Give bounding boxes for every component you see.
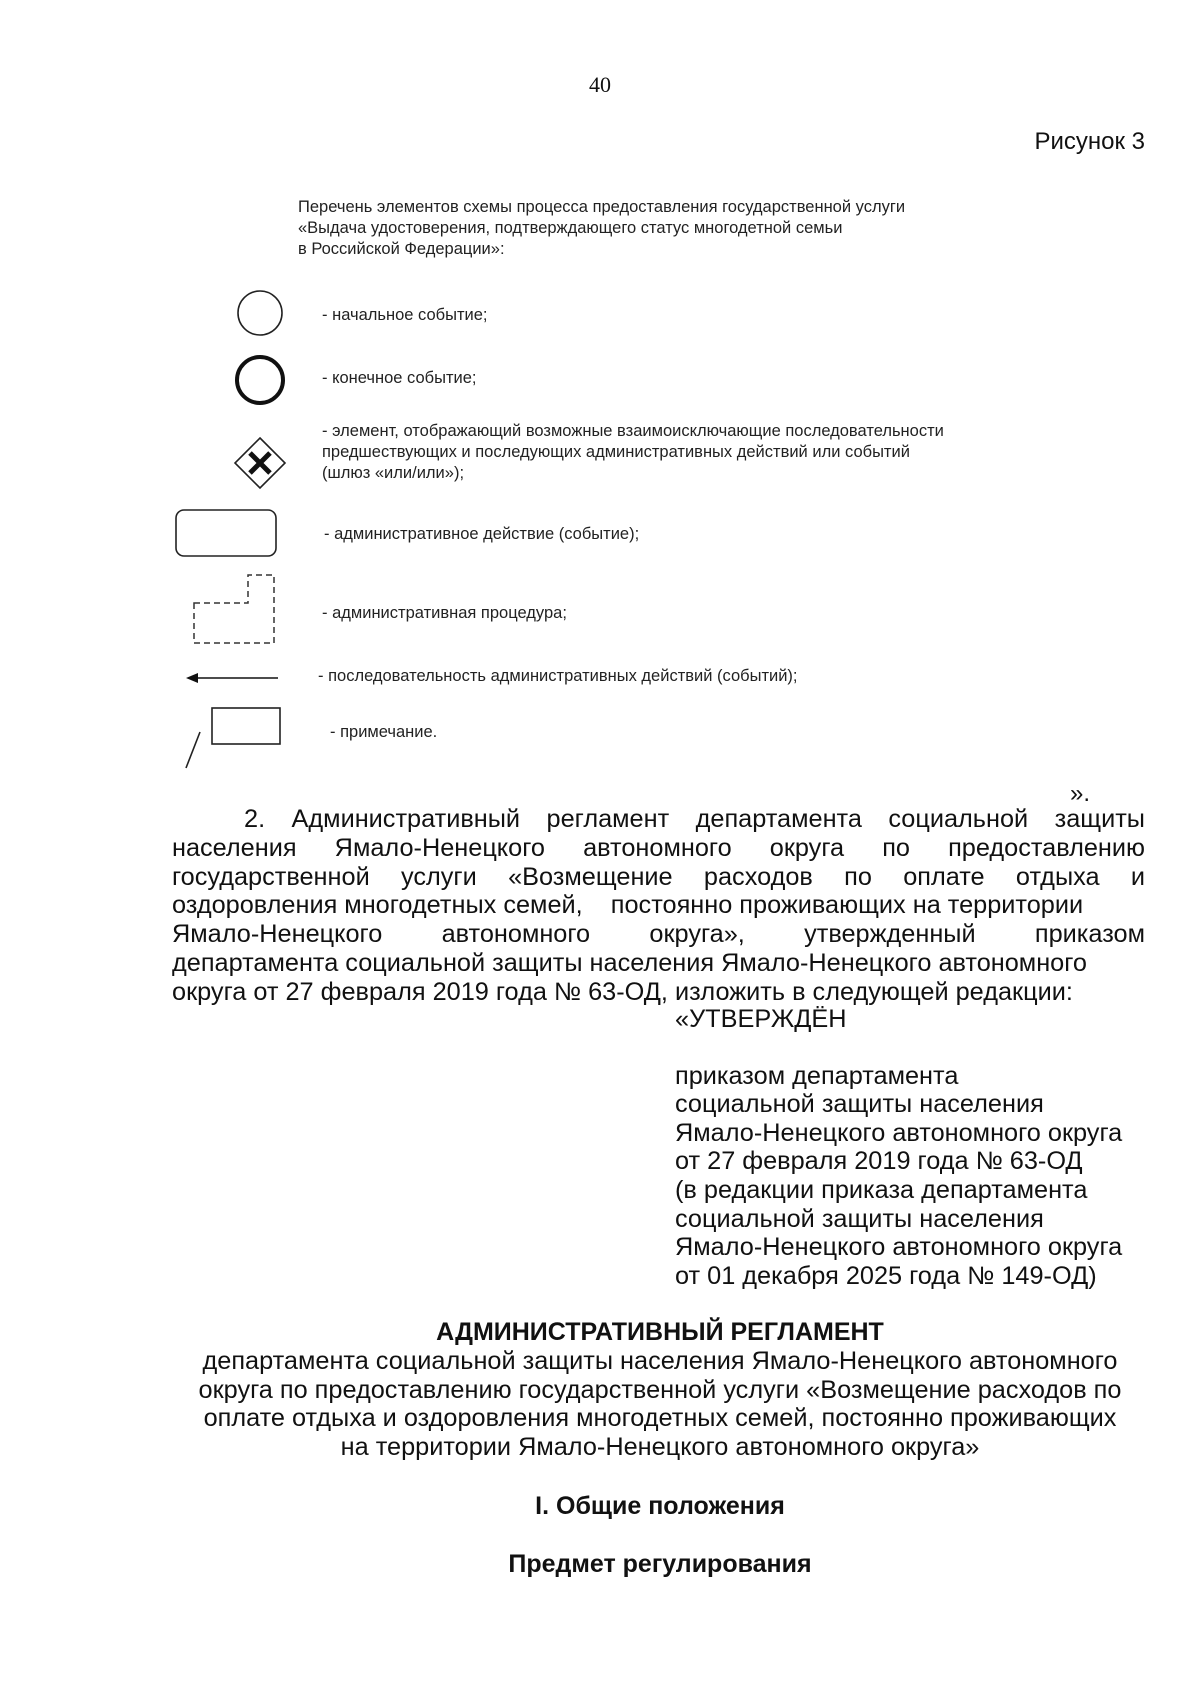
action-label: - административное действие (событие); — [324, 525, 640, 543]
subtitle-line: округа по предоставлению государственной услуги «Возмещение расходов по — [198, 1375, 1122, 1404]
note-label: - примечание. — [330, 723, 438, 741]
end-event-label: - конечное событие; — [322, 369, 477, 387]
procedure-label: - административная процедура; — [322, 604, 567, 622]
sequence-label: - последовательность административных действий (событий); — [318, 667, 798, 685]
approved-block — [675, 1005, 1122, 1290]
gateway-label — [322, 421, 944, 484]
paragraph-line: департамента социальной защиты населения Ямало-Ненецкого автономного — [172, 948, 1087, 977]
paragraph-line: 2. Административный регламент департамента социальной защиты — [244, 805, 1145, 833]
approved-line: приказом департамента — [675, 1061, 959, 1090]
paragraph-2 — [172, 805, 1145, 1007]
regulation-title: АДМИНИСТРАТИВНЫЙ РЕГЛАМЕНТ — [436, 1318, 884, 1346]
start-event-label: - начальное событие; — [322, 306, 488, 324]
approved-line: (в редакции приказа департамента — [675, 1175, 1088, 1204]
approved-line: Ямало-Ненецкого автономного округа — [675, 1233, 1123, 1262]
legend-title-line: в Российской Федерации»: — [298, 240, 505, 258]
gateway-icon — [232, 435, 288, 491]
gateway-label-line: - элемент, отображающий возможные взаимоисключающие последовательности — [322, 422, 944, 440]
paragraph-line: населения Ямало-Ненецкого автономного округа по предоставлению — [172, 833, 1145, 862]
legend-title-line: «Выдача удостоверения, подтверждающего статус многодетной семьи — [298, 219, 843, 237]
paragraph-line: государственной услуги «Возмещение расходов по оплате отдыха и — [172, 862, 1145, 891]
page-number: 40 — [589, 72, 611, 97]
section-heading: I. Общие положения — [535, 1492, 785, 1520]
subtitle-line: департамента социальной защиты населения Ямало-Ненецкого автономного — [202, 1347, 1118, 1375]
subtitle-line: на территории Ямало-Ненецкого автономного округа» — [340, 1432, 980, 1461]
arrow-left-icon — [184, 668, 280, 688]
note-icon — [180, 706, 284, 772]
gateway-label-line: предшествующих и последующих административных действий или событий — [322, 443, 910, 461]
subsection-heading: Предмет регулирования — [508, 1550, 812, 1578]
approved-line: от 27 февраля 2019 года № 63-ОД — [675, 1147, 1083, 1176]
subtitle-line: оплате отдыха и оздоровления многодетных семей, постоянно проживающих — [203, 1404, 1117, 1433]
approved-line: социальной защиты населения — [675, 1204, 1044, 1233]
approved-heading: «УТВЕРЖДЁН — [675, 1005, 847, 1033]
paragraph-line: округа от 27 февраля 2019 года № 63-ОД, изложить в следующей редакции: — [172, 977, 1073, 1006]
approved-line: от 01 декабря 2025 года № 149-ОД) — [675, 1261, 1097, 1290]
regulation-subtitle — [150, 1347, 1170, 1461]
quote-close: ». — [1069, 780, 1090, 807]
gateway-label-line: (шлюз «или/или»); — [322, 464, 465, 482]
approved-line: Ямало-Ненецкого автономного округа — [675, 1118, 1123, 1147]
legend-title — [298, 197, 1058, 260]
paragraph-line: Ямало-Ненецкого автономного округа», утвержденный приказом — [172, 920, 1145, 949]
start-event-icon — [235, 288, 285, 338]
procedure-icon — [192, 573, 278, 645]
paragraph-line: оздоровления многодетных семей, постоянно проживающих на территории — [172, 891, 1084, 920]
end-event-icon — [232, 352, 288, 408]
approved-line: социальной защиты населения — [675, 1090, 1044, 1119]
action-icon — [174, 508, 278, 558]
figure-label: Рисунок 3 — [1034, 128, 1145, 155]
legend-title-line: Перечень элементов схемы процесса предоставления государственной услуги — [298, 198, 906, 216]
